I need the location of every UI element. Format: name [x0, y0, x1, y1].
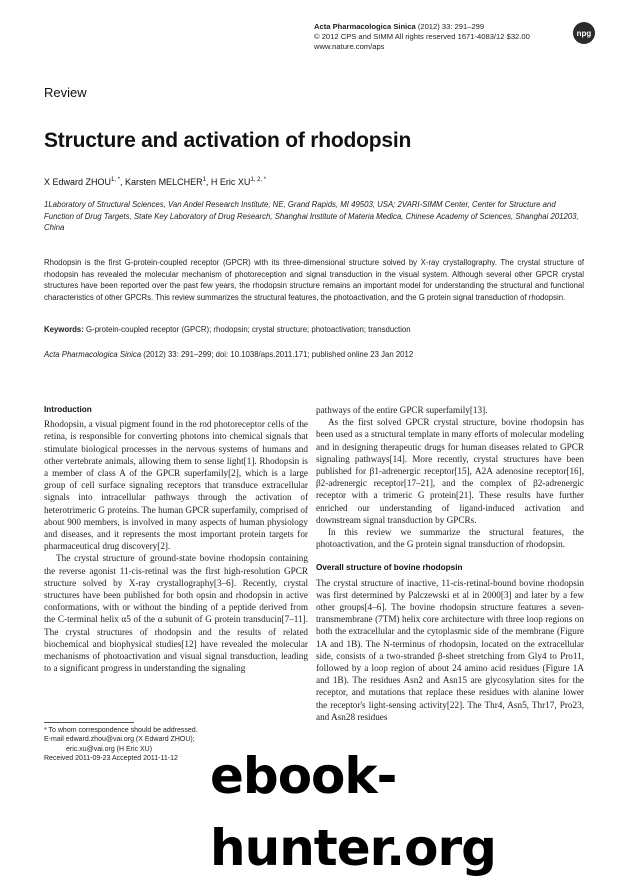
citation-details: (2012) 33: 291–299; doi: 10.1038/aps.2011.171; published online 23 Jan 2012: [141, 350, 414, 359]
journal-url[interactable]: www.nature.com/aps: [314, 42, 385, 51]
keywords-text: G-protein-coupled receptor (GPCR); rhodopsin; crystal structure; photoactivation; transduction: [83, 325, 411, 334]
author-affil-marker: 1, 2, *: [250, 177, 267, 183]
journal-header: [314, 22, 530, 52]
copyright-line: © 2012 CPS and SIMM All rights reserved 1671-4083/12 $32.00: [314, 32, 530, 41]
npg-logo: [573, 22, 595, 44]
keywords: [44, 325, 584, 334]
correspondence-note: * To whom correspondence should be addressed.: [44, 727, 198, 734]
citation-line: [44, 350, 584, 359]
section-label: Review: [44, 85, 87, 100]
paragraph: The crystal structure of ground-state bovine rhodopsin containing the reverse agonist 11-cis-retinal was the first high-resolution GPCR structure solved by X-ray crystallography[3–6]. Recently, crystal structures have been published for both opsin and rhodopsin in active conformations, with or without the binding of a peptide derived from the C-terminal helix α5 of the α subunit of G protein transducin[7–11]. The crystal structures of rhodopsin and the results of related biochemical and biophysical studies[12] have revealed the molecular mechanisms of photoactivation and visual signal transduction, leading to a significant progress in understanding the signaling: [44, 553, 308, 674]
abstract: Rhodopsin is the first G-protein-coupled receptor (GPCR) with its three-dimensional structure solved by X-ray crystallography. The crystal structure of rhodopsin has revealed the molecular mechanism of photoreception and signal transduction in the visual system. Although several other GPCR crystal structures have been reported over the past few years, the rhodopsin structure remains an important model for understanding the structural and functional characteristics of other GPCRs. This review summarizes the structural features, the photoactivation, and the G protein signal transduction of rhodopsin.: [44, 258, 584, 302]
email-line: E-mail edward.zhou@vai.org (X Edward ZHOU);: [44, 736, 195, 744]
author-name: , Karsten MELCHER: [120, 177, 203, 187]
paragraph: Rhodopsin, a visual pigment found in the rod photoreceptor cells of the retina, is responsible for converting photons into chemical signals that stimulate biological processes in the nervous systems of humans and other vertebrate animals, allowing them to sense light[1]. Rhodopsin is a member of class A of the GPCR superfamily[2], which is a large group of cell surface signaling receptors that transduce extracellular signals into intracellular pathways through the activation of heterotrimeric G proteins. The human GPCR superfamily, comprised of about 900 members, is involved in many aspects of human physiology and diseases, and it represents the most important protein targets for pharmaceutical drug discovery[2].: [44, 419, 308, 552]
paragraph: In this review we summarize the structural features, the photoactivation, and the G protein signal transduction of rhodopsin.: [316, 527, 584, 550]
npg-logo-text: npg: [576, 28, 592, 38]
email-line: eric.xu@vai.org (H Eric XU): [66, 745, 153, 753]
section-heading-introduction: Introduction: [44, 405, 92, 414]
section-heading-overall-structure: Overall structure of bovine rhodopsin: [316, 563, 463, 573]
spacer: [316, 550, 584, 562]
paragraph: pathways of the entire GPCR superfamily[13].: [316, 405, 488, 415]
watermark: ebook-hunter.org: [210, 747, 496, 877]
journal-name: Acta Pharmacologica Sinica: [314, 22, 416, 31]
received-accepted-dates: Received 2011-09-23 Accepted 2011-11-12: [44, 755, 178, 763]
author-name: , H Eric XU: [205, 177, 251, 187]
footnote-divider: [44, 722, 134, 723]
paragraph: As the first solved GPCR crystal structure, bovine rhodopsin has been used as a structural template in many efforts of molecular modeling and in designing therapeutic drugs for human diseases related to GPCR signaling pathways[14]. More recently, crystal structures have been published for β1-adrenergic receptor[15], A2A adenosine receptor[16], β2-adrenergic receptor[17–21], and the complex of β2-adrenergic receptor with a trimeric G protein[21]. These results have further enriched our understanding of ligand-induced activation and downstream signal transduction by GPCRs.: [316, 417, 584, 525]
body-column-left: [44, 404, 308, 674]
affiliations: 1Laboratory of Structural Sciences, Van Andel Research Institute, NE, Grand Rapids, MI 49503, USA; 2VARI-SIMM Center, Center for Structure and Function of Drug Targets, State Key Laboratory of Drug Research, Shanghai Institute of Materia Medica, Chinese Academy of Sciences, Shanghai 201203, China: [44, 200, 579, 232]
author-affil-marker: 1: [202, 177, 206, 183]
journal-issue: (2012) 33: 291–299: [415, 22, 485, 31]
body-column-right: [316, 404, 584, 723]
citation-journal: Acta Pharmacologica Sinica: [44, 350, 142, 359]
author-list: [44, 177, 266, 187]
paragraph: The crystal structure of inactive, 11-cis-retinal-bound bovine rhodopsin was first determined by Palczewski et al in 2000[3] and later by a few other groups[4–6]. The bovine rhodopsin structure features a seven-transmembrane (7TM) helix core architecture with three loop regions on both the extracellular and the cytoplasmic side of the membrane (Figure 1A and 1B). The N-terminus of rhodopsin, located on the extracellular side, consists of a two-stranded β-sheet stretching from Gly4 to Pro11, followed by a loop region of about 24 amino acid residues (Figure 1A and 1B). The residues Asn2 and Asn15 are glycosylation sites for the receptor, and mutations that replace these residues with alanine lower the receptor's light-sensing activity[22]. The Thr4, Asn5, Thr17, Pro23, and Asn28 residues: [316, 577, 584, 722]
journal-title-line: [314, 22, 530, 32]
article-title: Structure and activation of rhodopsin: [44, 129, 412, 152]
keywords-label: Keywords:: [44, 325, 84, 334]
author-affil-marker: 1, *: [111, 177, 121, 183]
author-name: X Edward ZHOU: [44, 177, 112, 187]
